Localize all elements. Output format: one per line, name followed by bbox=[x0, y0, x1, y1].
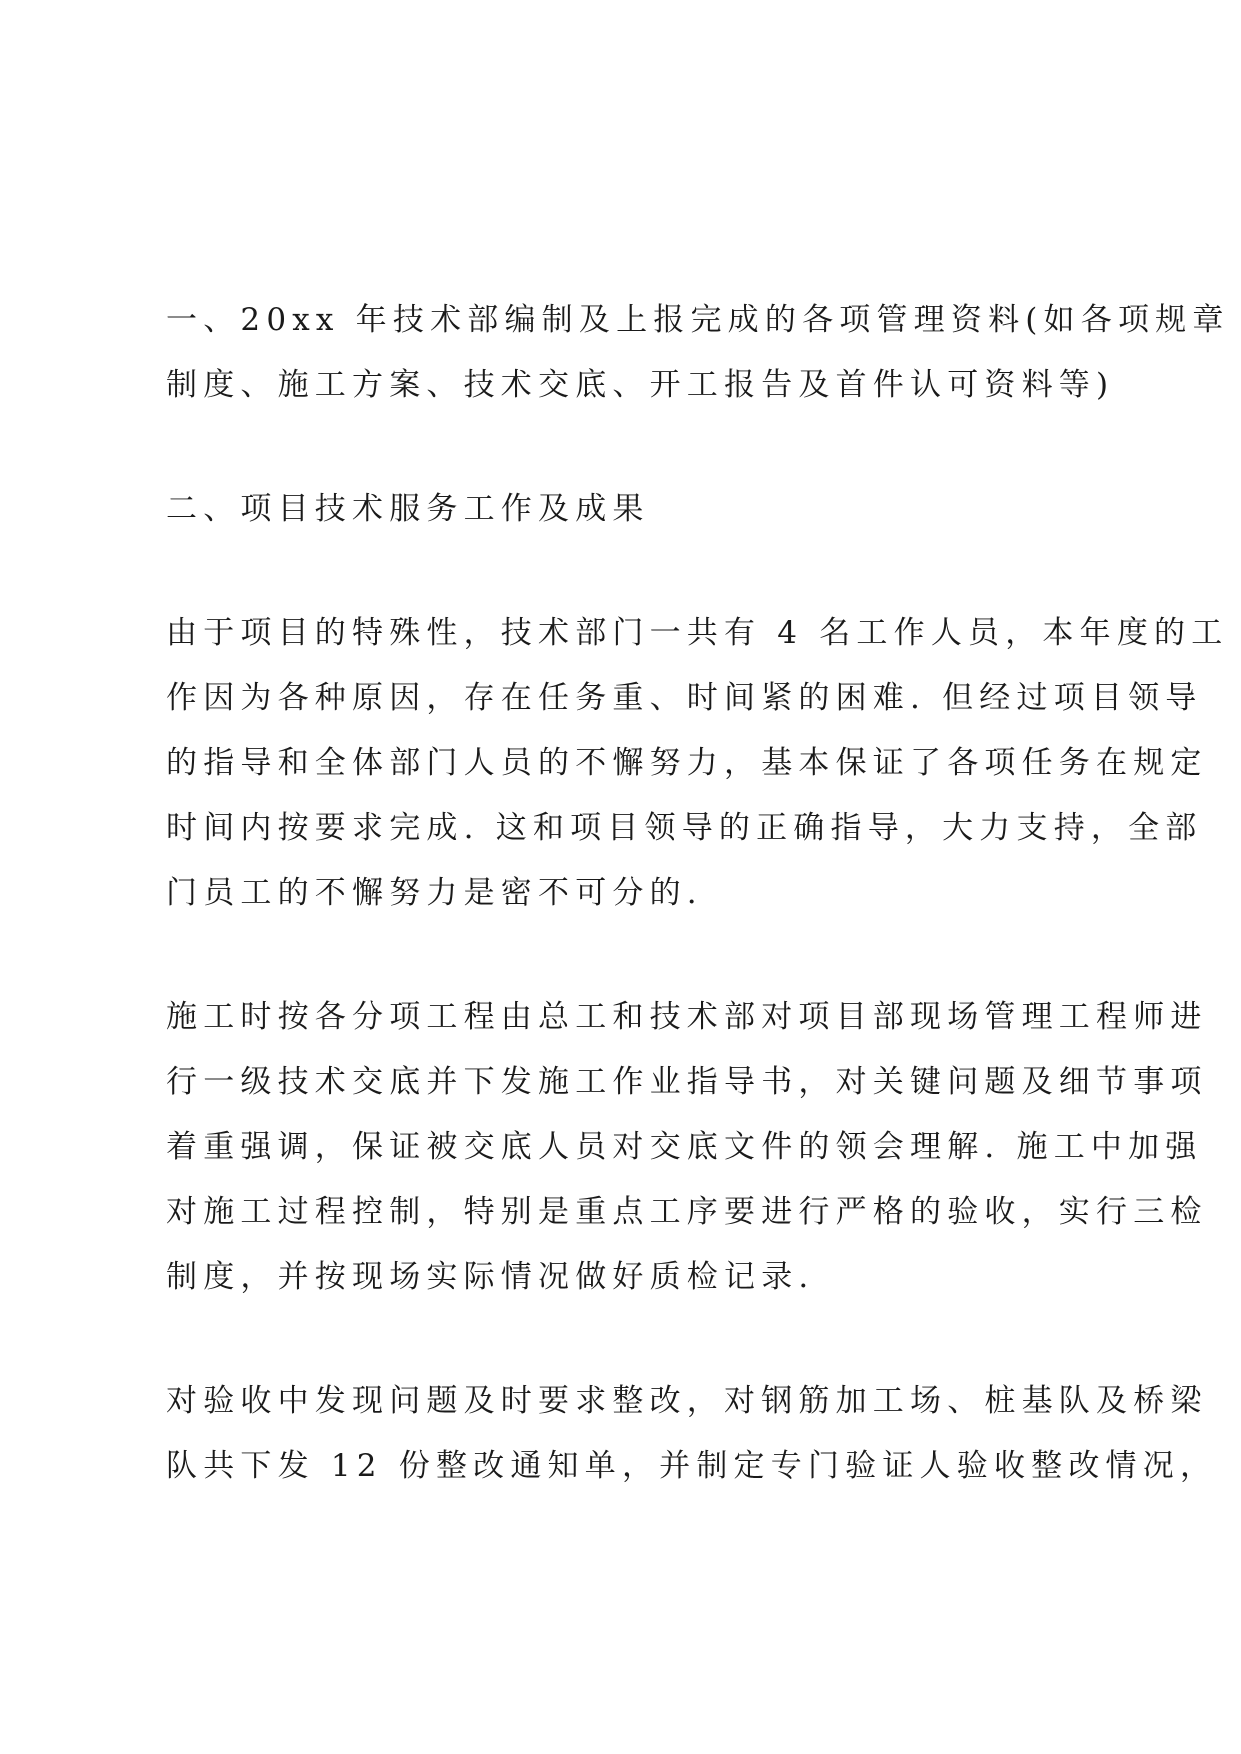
paragraph2-line-3: 着重强调，保证被交底人员对交底文件的领会理解. 施工中加强 bbox=[166, 1129, 1203, 1165]
paragraph1-line-3: 的指导和全体部门人员的不懈努力，基本保证了各项任务在规定 bbox=[166, 745, 1208, 781]
paragraph2-line-5: 制度，并按现场实际情况做好质检记录. bbox=[166, 1259, 815, 1295]
paragraph1-line-4: 时间内按要求完成. 这和项目领导的正确指导，大力支持，全部 bbox=[166, 810, 1203, 846]
section1-line-1: 一、20xx 年技术部编制及上报完成的各项管理资料(如各项规章 bbox=[166, 302, 1230, 338]
paragraph1-line-5: 门员工的不懈努力是密不可分的. bbox=[166, 875, 703, 911]
paragraph2-line-2: 行一级技术交底并下发施工作业指导书，对关键问题及细节事项 bbox=[166, 1064, 1208, 1100]
section1-line-2: 制度、施工方案、技术交底、开工报告及首件认可资料等) bbox=[166, 367, 1115, 403]
section2-heading: 二、项目技术服务工作及成果 bbox=[166, 491, 650, 527]
paragraph1-line-1: 由于项目的特殊性，技术部门一共有 4 名工作人员，本年度的工 bbox=[166, 615, 1229, 651]
paragraph2-line-4: 对施工过程控制，特别是重点工序要进行严格的验收，实行三检 bbox=[166, 1194, 1208, 1230]
paragraph3-line-1: 对验收中发现问题及时要求整改，对钢筋加工场、桩基队及桥梁 bbox=[166, 1383, 1208, 1419]
paragraph1-line-2: 作因为各种原因，存在任务重、时间紧的困难. 但经过项目领导 bbox=[166, 680, 1203, 716]
paragraph2-line-1: 施工时按各分项工程由总工和技术部对项目部现场管理工程师进 bbox=[166, 999, 1208, 1035]
paragraph3-line-2: 队共下发 12 份整改通知单，并制定专门验证人验收整改情况， bbox=[166, 1448, 1218, 1484]
